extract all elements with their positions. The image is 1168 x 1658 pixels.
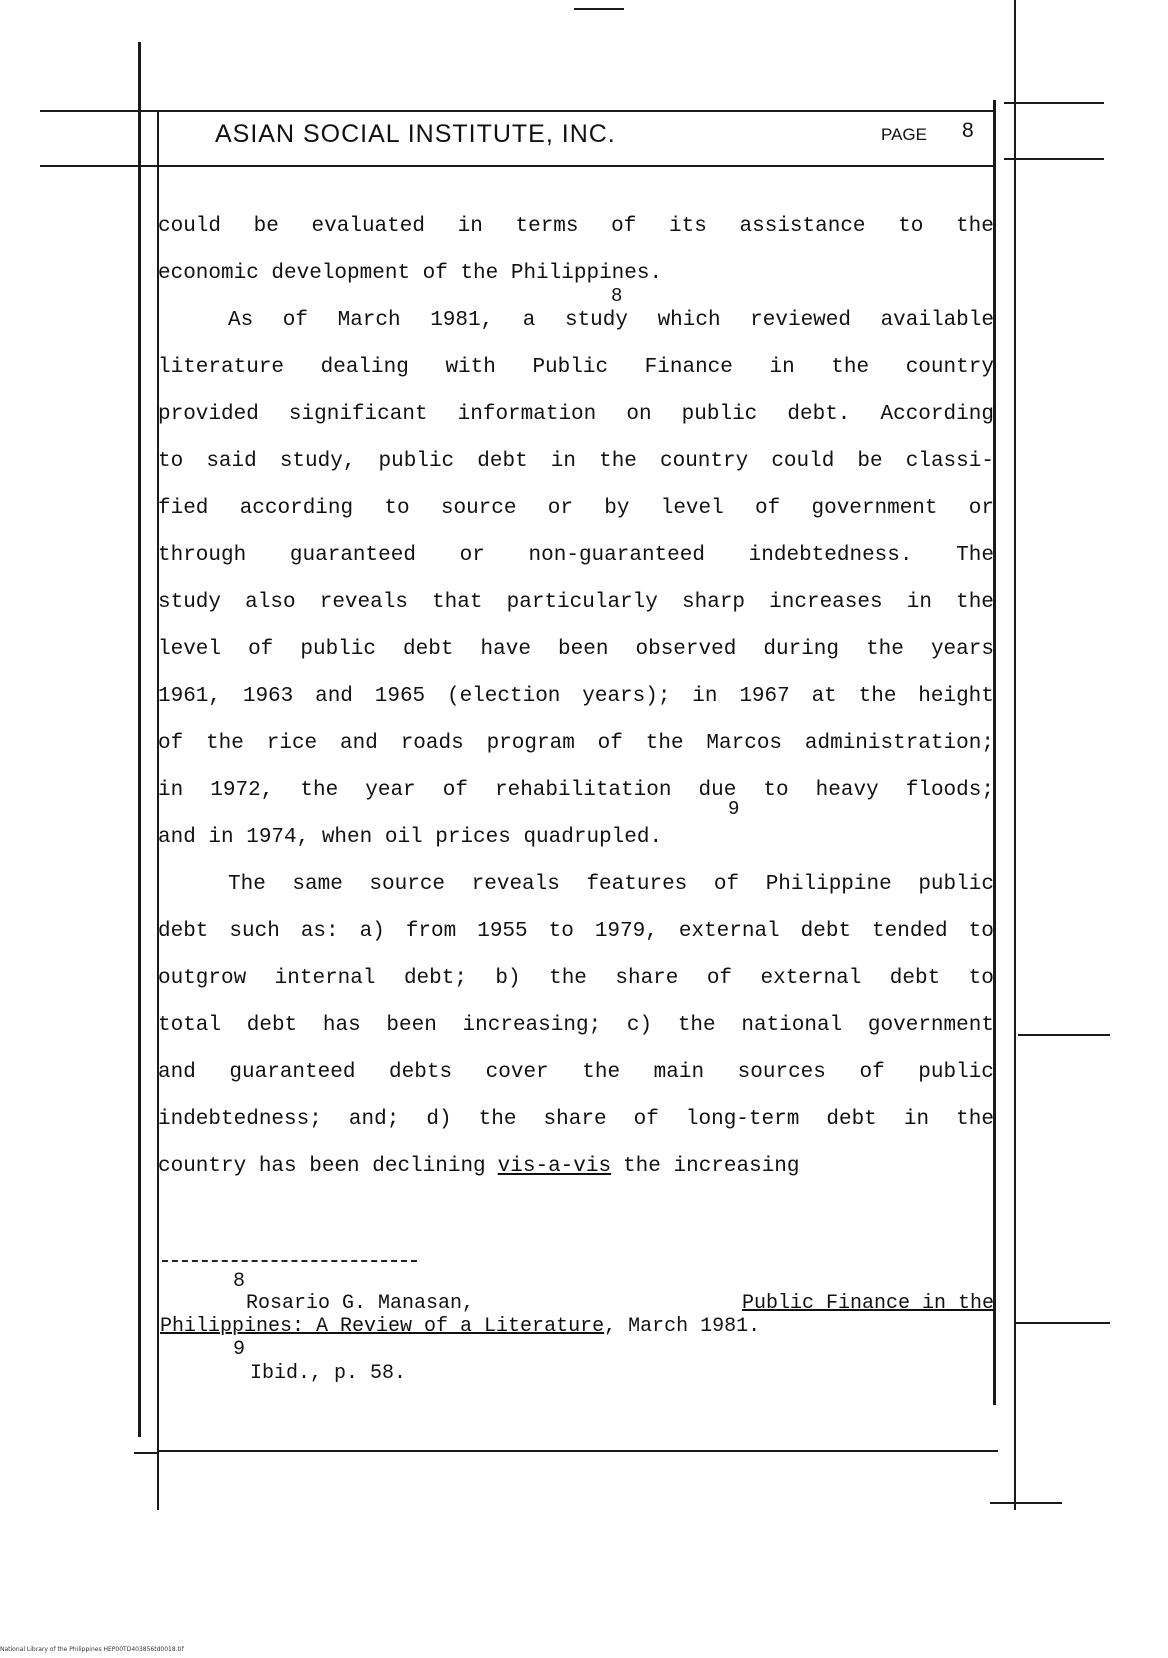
word: of bbox=[755, 497, 781, 520]
word: roads bbox=[400, 732, 464, 755]
word: from bbox=[405, 920, 457, 943]
word: due bbox=[698, 779, 737, 802]
archive-footer: National Library of the Philippines HEP00TD403856td0018.tif bbox=[0, 1646, 184, 1653]
text-line bbox=[158, 866, 994, 913]
word: observed bbox=[635, 638, 737, 661]
word: classi- bbox=[905, 450, 994, 473]
word: in bbox=[906, 591, 932, 614]
word: of bbox=[597, 732, 623, 755]
word: Finance bbox=[644, 356, 733, 379]
word: years); bbox=[582, 685, 671, 708]
word: by bbox=[604, 497, 630, 520]
word: the bbox=[858, 685, 897, 708]
text-line: economic development of the Philippines. bbox=[158, 262, 663, 285]
word: public bbox=[681, 403, 758, 426]
word: or bbox=[459, 544, 485, 567]
word: guaranteed bbox=[229, 1061, 356, 1084]
word: increases bbox=[769, 591, 883, 614]
word: long-term bbox=[685, 1108, 800, 1131]
word: reveals bbox=[319, 591, 408, 614]
word: of bbox=[611, 215, 637, 238]
word: assistance bbox=[739, 215, 866, 238]
word: the bbox=[831, 356, 870, 379]
word: features bbox=[586, 873, 688, 896]
word: to bbox=[158, 450, 184, 473]
word: c) bbox=[626, 1014, 653, 1037]
word: reviewed bbox=[750, 309, 851, 332]
word: to bbox=[384, 497, 410, 520]
word: country bbox=[660, 450, 749, 473]
word: and bbox=[158, 1061, 196, 1084]
frame-line-left bbox=[138, 42, 141, 1437]
italic-term: vis-a-vis bbox=[497, 1155, 612, 1178]
word: to bbox=[898, 215, 924, 238]
word: that bbox=[432, 591, 483, 614]
word: study bbox=[564, 309, 628, 332]
text-line bbox=[158, 490, 994, 537]
word: indebtedness; bbox=[158, 1108, 322, 1131]
word: in bbox=[158, 779, 184, 802]
word: be bbox=[857, 450, 883, 473]
footnote-ref-9: 9 bbox=[728, 798, 740, 820]
word: its bbox=[669, 215, 707, 238]
text-line bbox=[158, 349, 994, 396]
text-line bbox=[158, 678, 994, 725]
word: the bbox=[206, 732, 244, 755]
word: available bbox=[880, 309, 994, 332]
word: has bbox=[322, 1014, 361, 1037]
text-line bbox=[158, 302, 994, 349]
word: a bbox=[522, 309, 536, 332]
word: of bbox=[859, 1061, 885, 1084]
word: the bbox=[549, 967, 587, 990]
word: of bbox=[713, 873, 740, 896]
word: administration; bbox=[804, 732, 994, 755]
text-line bbox=[158, 772, 994, 819]
text-line bbox=[158, 1007, 994, 1054]
text-line bbox=[158, 1054, 994, 1101]
word: 1961, bbox=[158, 685, 222, 708]
page-number: 8 bbox=[962, 119, 974, 142]
word: external bbox=[678, 920, 780, 943]
word: study bbox=[158, 591, 222, 614]
word: b) bbox=[495, 967, 521, 990]
word: government bbox=[867, 1014, 994, 1037]
word: non-guaranteed bbox=[528, 544, 705, 567]
text-line bbox=[158, 631, 994, 678]
word: heavy bbox=[815, 779, 879, 802]
word: in bbox=[550, 450, 576, 473]
top-tick bbox=[574, 8, 624, 10]
word: in bbox=[692, 685, 718, 708]
word: terms bbox=[515, 215, 579, 238]
word: the bbox=[300, 779, 339, 802]
word: share bbox=[615, 967, 679, 990]
word: the bbox=[677, 1014, 716, 1037]
text-line bbox=[158, 537, 994, 584]
footer-rule bbox=[158, 1450, 998, 1452]
word: outgrow bbox=[158, 967, 247, 990]
word: the bbox=[478, 1108, 517, 1131]
word: the bbox=[956, 1108, 994, 1131]
text-line bbox=[158, 725, 994, 772]
word: 1972, bbox=[210, 779, 274, 802]
letterhead-org: ASIAN SOCIAL INSTITUTE, INC. bbox=[215, 120, 616, 148]
footnote-9-text: Ibid., p. 58. bbox=[250, 1362, 407, 1385]
word: the bbox=[866, 638, 904, 661]
word: in bbox=[903, 1108, 930, 1131]
margin-rule-right bbox=[1018, 1034, 1110, 1036]
word: which bbox=[657, 309, 721, 332]
word: to bbox=[548, 920, 574, 943]
word: the bbox=[956, 591, 994, 614]
word: debt bbox=[826, 1108, 877, 1131]
word: as: bbox=[300, 920, 339, 943]
word: 1955 bbox=[477, 920, 528, 943]
word: external bbox=[760, 967, 862, 990]
word: debt; bbox=[403, 967, 467, 990]
word: year bbox=[365, 779, 416, 802]
word: Public bbox=[532, 356, 609, 379]
word: in bbox=[769, 356, 795, 379]
word: of bbox=[633, 1108, 659, 1131]
word: sharp bbox=[682, 591, 746, 614]
word: reveals bbox=[471, 873, 560, 896]
word: and bbox=[340, 732, 378, 755]
word: sources bbox=[737, 1061, 826, 1084]
text-line bbox=[158, 443, 994, 490]
word: share bbox=[543, 1108, 607, 1131]
word: and bbox=[315, 685, 353, 708]
word: evaluated bbox=[311, 215, 425, 238]
text-line bbox=[158, 1101, 994, 1148]
word: been bbox=[386, 1014, 437, 1037]
word: As bbox=[228, 309, 254, 332]
word: (election bbox=[446, 685, 561, 708]
footer-rule-right bbox=[990, 1502, 1062, 1504]
text-line: and in 1974, when oil prices quadrupled. bbox=[158, 826, 663, 849]
text-line-last bbox=[158, 1148, 948, 1195]
word: to bbox=[763, 779, 789, 802]
word: 1965 bbox=[374, 685, 426, 708]
word: debt bbox=[889, 967, 941, 990]
footnote-8-line1 bbox=[246, 1292, 994, 1315]
word: through bbox=[158, 544, 247, 567]
text-line bbox=[158, 584, 994, 631]
word: debt. bbox=[787, 403, 851, 426]
text-line bbox=[158, 913, 994, 960]
word: or bbox=[968, 497, 994, 520]
text-line bbox=[158, 208, 994, 255]
word: debt bbox=[403, 638, 454, 661]
footnote-9-number: 9 bbox=[233, 1338, 246, 1361]
word: internal bbox=[274, 967, 376, 990]
word: height bbox=[918, 685, 994, 708]
word: in bbox=[457, 215, 483, 238]
header-rule-top-right bbox=[1004, 102, 1104, 104]
word: debt bbox=[246, 1014, 298, 1037]
word: The bbox=[956, 544, 994, 567]
word: Marcos bbox=[706, 732, 783, 755]
word: public bbox=[378, 450, 455, 473]
word: the bbox=[599, 450, 637, 473]
word: source bbox=[369, 873, 446, 896]
header-rule-top bbox=[40, 110, 995, 112]
word: same bbox=[292, 873, 343, 896]
word: also bbox=[245, 591, 296, 614]
footnote-ref-8: 8 bbox=[611, 285, 623, 307]
word: Philippine bbox=[765, 873, 892, 896]
word: of bbox=[158, 732, 184, 755]
word: the bbox=[645, 732, 684, 755]
word: government bbox=[811, 497, 938, 520]
word: floods; bbox=[905, 779, 994, 802]
word: cover bbox=[485, 1061, 549, 1084]
word: rehabilitation bbox=[495, 779, 672, 802]
word: of bbox=[442, 779, 468, 802]
word: study, bbox=[279, 450, 356, 473]
text-line bbox=[158, 396, 994, 443]
footnote-8-title-part1: Public Finance in the bbox=[741, 1292, 994, 1315]
word: to bbox=[968, 967, 994, 990]
word: provided bbox=[158, 403, 259, 426]
word: public bbox=[918, 873, 994, 896]
word: According bbox=[880, 403, 994, 426]
word: literature bbox=[158, 356, 285, 379]
word: have bbox=[480, 638, 531, 661]
footnote-8-author: Rosario G. Manasan, bbox=[246, 1292, 475, 1315]
word: or bbox=[547, 497, 573, 520]
word: 1981, bbox=[430, 309, 494, 332]
footnote-8-rest: , March 1981. bbox=[604, 1315, 761, 1338]
word: be bbox=[253, 215, 279, 238]
word: tended bbox=[872, 920, 948, 943]
word: indebtedness. bbox=[748, 544, 913, 567]
word: to bbox=[968, 920, 994, 943]
word: and; bbox=[348, 1108, 400, 1131]
word: level bbox=[158, 638, 222, 661]
word: main bbox=[653, 1061, 705, 1084]
word: the bbox=[582, 1061, 621, 1084]
word: 1979, bbox=[594, 920, 658, 943]
word: debt bbox=[158, 920, 209, 943]
word: significant bbox=[288, 403, 428, 426]
word: a) bbox=[359, 920, 385, 943]
word: years bbox=[930, 638, 994, 661]
word: been bbox=[558, 638, 609, 661]
footer-rule-left bbox=[134, 1452, 158, 1454]
header-rule-bottom bbox=[40, 165, 995, 167]
word: according bbox=[239, 497, 354, 520]
word: guaranteed bbox=[289, 544, 416, 567]
word: on bbox=[626, 403, 652, 426]
page-label: PAGE bbox=[881, 125, 927, 144]
word: country bbox=[905, 356, 994, 379]
word: of bbox=[248, 638, 274, 661]
word: debt bbox=[800, 920, 852, 943]
word: during bbox=[763, 638, 840, 661]
word: could bbox=[158, 215, 222, 238]
word: 1967 bbox=[739, 685, 790, 708]
word: The bbox=[228, 873, 266, 896]
word: said bbox=[206, 450, 257, 473]
word: 1963 bbox=[242, 685, 294, 708]
word: national bbox=[741, 1014, 843, 1037]
footnote-8-number: 8 bbox=[233, 1270, 246, 1293]
word: at bbox=[811, 685, 837, 708]
word: rice bbox=[266, 732, 318, 755]
text-fragment: the increasing bbox=[623, 1155, 800, 1178]
text-fragment: country has been declining bbox=[158, 1155, 486, 1178]
word: of bbox=[706, 967, 733, 990]
word: such bbox=[229, 920, 280, 943]
word: source bbox=[440, 497, 517, 520]
word: with bbox=[445, 356, 496, 379]
body-text bbox=[158, 208, 994, 1195]
word: debts bbox=[389, 1061, 453, 1084]
word: debt bbox=[477, 450, 528, 473]
header-rule-bottom-right bbox=[1004, 158, 1104, 160]
footnote-separator bbox=[162, 1260, 417, 1262]
word: March bbox=[337, 309, 401, 332]
margin-rule-right-lower bbox=[1014, 1322, 1110, 1324]
word: the bbox=[956, 215, 994, 238]
word: public bbox=[918, 1061, 994, 1084]
footnote-8-title-part2: Philippines: A Review of a Literature bbox=[160, 1315, 605, 1338]
word: increasing; bbox=[462, 1014, 602, 1037]
word: level bbox=[660, 497, 724, 520]
word: public bbox=[300, 638, 376, 661]
word: total bbox=[158, 1014, 222, 1037]
word: particularly bbox=[506, 591, 658, 614]
text-line bbox=[158, 960, 994, 1007]
word: of bbox=[282, 309, 309, 332]
footnote-8-line2 bbox=[160, 1315, 760, 1338]
frame-line-right-outer bbox=[1014, 0, 1016, 1510]
word: information bbox=[457, 403, 597, 426]
word: d) bbox=[426, 1108, 452, 1131]
word: program bbox=[486, 732, 575, 755]
word: could bbox=[771, 450, 835, 473]
word: fied bbox=[158, 497, 209, 520]
word: dealing bbox=[320, 356, 409, 379]
